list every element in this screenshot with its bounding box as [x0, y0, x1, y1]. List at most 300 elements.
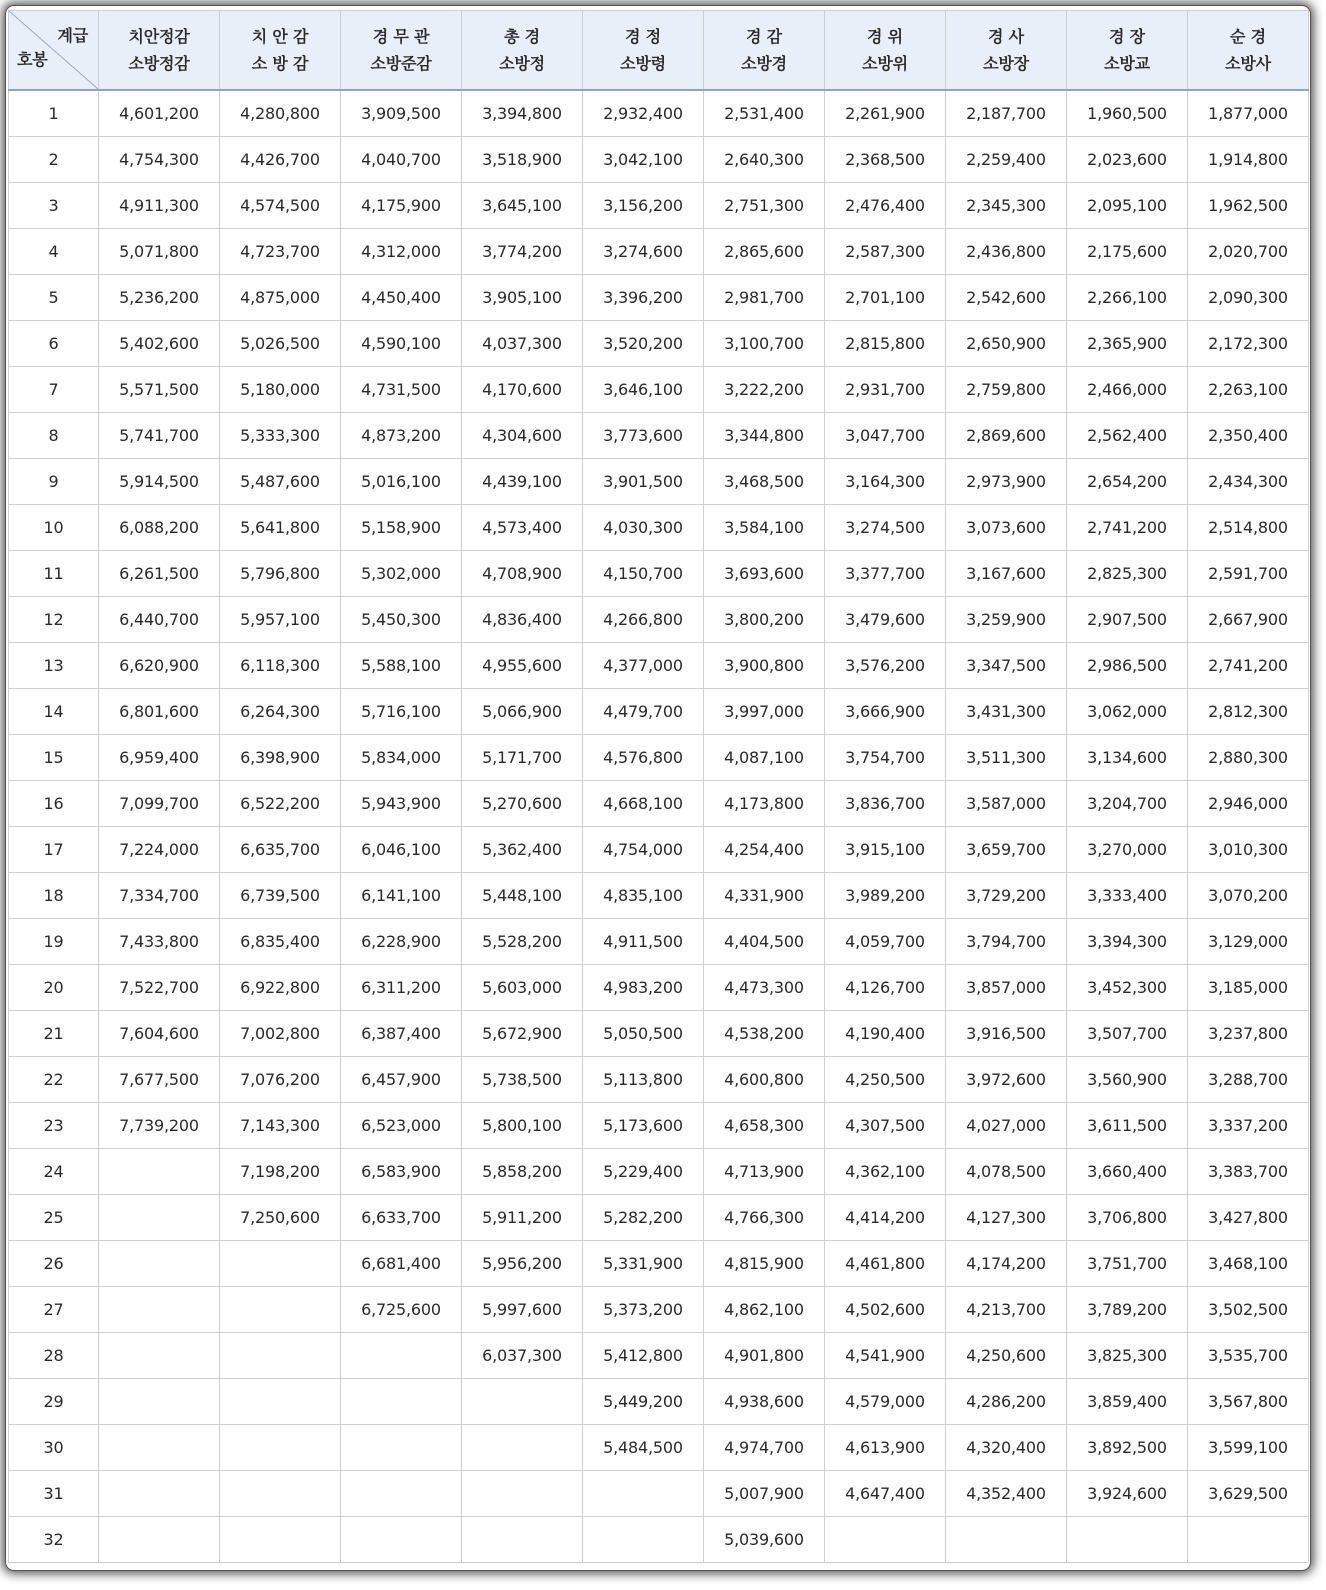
step-number-cell: 24: [9, 1149, 99, 1195]
salary-cell: 6,583,900: [341, 1149, 462, 1195]
empty-cell: [99, 1287, 220, 1333]
salary-cell: 2,263,100: [1188, 367, 1309, 413]
salary-cell: 4,173,800: [704, 781, 825, 827]
salary-cell: 3,270,000: [1067, 827, 1188, 873]
salary-cell: 4,362,100: [825, 1149, 946, 1195]
salary-cell: 5,716,100: [341, 689, 462, 735]
empty-cell: [462, 1471, 583, 1517]
salary-cell: 3,070,200: [1188, 873, 1309, 919]
rank-axis-label: 계급: [57, 26, 88, 45]
salary-cell: 4,601,200: [99, 90, 220, 137]
salary-cell: 4,170,600: [462, 367, 583, 413]
table-row: [9, 1195, 1309, 1241]
salary-cell: 5,007,900: [704, 1471, 825, 1517]
salary-cell: 4,713,900: [704, 1149, 825, 1195]
salary-cell: 3,924,600: [1067, 1471, 1188, 1517]
salary-cell: 4,647,400: [825, 1471, 946, 1517]
salary-cell: 6,387,400: [341, 1011, 462, 1057]
table-row: [9, 413, 1309, 459]
salary-cell: 7,334,700: [99, 873, 220, 919]
salary-cell: 3,288,700: [1188, 1057, 1309, 1103]
salary-cell: 2,476,400: [825, 183, 946, 229]
salary-cell: 6,440,700: [99, 597, 220, 643]
salary-cell: 2,345,300: [946, 183, 1067, 229]
salary-cell: 4,974,700: [704, 1425, 825, 1471]
step-number-cell: 23: [9, 1103, 99, 1149]
salary-cell: 4,254,400: [704, 827, 825, 873]
table-row: [9, 597, 1309, 643]
salary-cell: 5,180,000: [220, 367, 341, 413]
empty-cell: [220, 1379, 341, 1425]
salary-cell: 6,959,400: [99, 735, 220, 781]
salary-cell: 3,129,000: [1188, 919, 1309, 965]
police-rank-label: 경 사: [988, 27, 1024, 46]
salary-cell: 3,427,800: [1188, 1195, 1309, 1241]
salary-cell: 2,812,300: [1188, 689, 1309, 735]
table-row: [9, 459, 1309, 505]
salary-cell: 2,020,700: [1188, 229, 1309, 275]
police-rank-label: 경 무 관: [372, 27, 430, 46]
salary-cell: 3,333,400: [1067, 873, 1188, 919]
table-row: [9, 505, 1309, 551]
rank-column-header: [462, 11, 583, 91]
salary-cell: 3,479,600: [825, 597, 946, 643]
salary-cell: 1,877,000: [1188, 90, 1309, 137]
salary-cell: 3,729,200: [946, 873, 1067, 919]
salary-cell: 5,796,800: [220, 551, 341, 597]
salary-cell: 2,365,900: [1067, 321, 1188, 367]
salary-cell: 3,164,300: [825, 459, 946, 505]
empty-cell: [825, 1517, 946, 1563]
salary-cell: 5,448,100: [462, 873, 583, 919]
table-row: [9, 1011, 1309, 1057]
salary-cell: 6,118,300: [220, 643, 341, 689]
step-number-cell: 3: [9, 183, 99, 229]
salary-cell: 3,659,700: [946, 827, 1067, 873]
fire-rank-label: 소방정감: [128, 54, 190, 73]
step-number-cell: 22: [9, 1057, 99, 1103]
salary-cell: 4,280,800: [220, 90, 341, 137]
salary-cell: 5,050,500: [583, 1011, 704, 1057]
step-number-cell: 2: [9, 137, 99, 183]
salary-cell: 5,484,500: [583, 1425, 704, 1471]
salary-cell: 7,250,600: [220, 1195, 341, 1241]
salary-cell: 3,518,900: [462, 137, 583, 183]
step-number-cell: 19: [9, 919, 99, 965]
salary-cell: 3,599,100: [1188, 1425, 1309, 1471]
salary-cell: 4,911,500: [583, 919, 704, 965]
empty-cell: [341, 1471, 462, 1517]
salary-cell: 2,701,100: [825, 275, 946, 321]
empty-cell: [462, 1379, 583, 1425]
step-number-cell: 25: [9, 1195, 99, 1241]
table-row: [9, 1425, 1309, 1471]
salary-cell: 3,134,600: [1067, 735, 1188, 781]
salary-cell: 5,738,500: [462, 1057, 583, 1103]
salary-cell: 2,907,500: [1067, 597, 1188, 643]
salary-cell: 2,350,400: [1188, 413, 1309, 459]
empty-cell: [220, 1425, 341, 1471]
table-row: [9, 1379, 1309, 1425]
salary-cell: 4,027,000: [946, 1103, 1067, 1149]
salary-cell: 5,331,900: [583, 1241, 704, 1287]
salary-cell: 3,645,100: [462, 183, 583, 229]
salary-cell: 3,915,100: [825, 827, 946, 873]
table-row: [9, 229, 1309, 275]
salary-cell: 5,858,200: [462, 1149, 583, 1195]
empty-cell: [220, 1471, 341, 1517]
salary-cell: 3,560,900: [1067, 1057, 1188, 1103]
step-number-cell: 6: [9, 321, 99, 367]
salary-cell: 3,377,700: [825, 551, 946, 597]
salary-cell: 4,078,500: [946, 1149, 1067, 1195]
salary-cell: 2,095,100: [1067, 183, 1188, 229]
step-number-cell: 20: [9, 965, 99, 1011]
salary-cell: 3,010,300: [1188, 827, 1309, 873]
salary-cell: 5,229,400: [583, 1149, 704, 1195]
salary-cell: 5,066,900: [462, 689, 583, 735]
salary-cell: 4,450,400: [341, 275, 462, 321]
corner-header-cell: [9, 11, 99, 91]
fire-rank-label: 소방령: [620, 54, 666, 73]
salary-cell: 4,901,800: [704, 1333, 825, 1379]
empty-cell: [341, 1425, 462, 1471]
table-row: [9, 183, 1309, 229]
salary-cell: 3,396,200: [583, 275, 704, 321]
salary-cell: 4,174,200: [946, 1241, 1067, 1287]
salary-cell: 4,502,600: [825, 1287, 946, 1333]
salary-cell: 7,002,800: [220, 1011, 341, 1057]
salary-cell: 4,250,500: [825, 1057, 946, 1103]
step-number-cell: 5: [9, 275, 99, 321]
step-number-cell: 29: [9, 1379, 99, 1425]
empty-cell: [341, 1517, 462, 1563]
salary-cell: 3,789,200: [1067, 1287, 1188, 1333]
salary-cell: 3,836,700: [825, 781, 946, 827]
salary-cell: 3,383,700: [1188, 1149, 1309, 1195]
empty-cell: [1067, 1517, 1188, 1563]
salary-cell: 3,576,200: [825, 643, 946, 689]
salary-cell: 2,023,600: [1067, 137, 1188, 183]
salary-cell: 2,751,300: [704, 183, 825, 229]
salary-cell: 6,725,600: [341, 1287, 462, 1333]
table-row: [9, 1471, 1309, 1517]
salary-cell: 5,588,100: [341, 643, 462, 689]
empty-cell: [341, 1333, 462, 1379]
empty-cell: [99, 1241, 220, 1287]
salary-cell: 2,973,900: [946, 459, 1067, 505]
salary-cell: 2,259,400: [946, 137, 1067, 183]
police-rank-label: 순 경: [1230, 27, 1266, 46]
salary-cell: 2,562,400: [1067, 413, 1188, 459]
salary-cell: 2,514,800: [1188, 505, 1309, 551]
salary-table: [8, 10, 1309, 1563]
police-rank-label: 치안정감: [128, 27, 190, 46]
salary-cell: 3,660,400: [1067, 1149, 1188, 1195]
salary-cell: 4,352,400: [946, 1471, 1067, 1517]
table-row: [9, 689, 1309, 735]
empty-cell: [946, 1517, 1067, 1563]
salary-cell: 5,449,200: [583, 1379, 704, 1425]
salary-cell: 7,677,500: [99, 1057, 220, 1103]
table-row: [9, 643, 1309, 689]
table-row: [9, 1517, 1309, 1563]
rank-column-header: [1188, 11, 1309, 91]
salary-cell: 5,173,600: [583, 1103, 704, 1149]
table-row: [9, 965, 1309, 1011]
salary-cell: 3,794,700: [946, 919, 1067, 965]
salary-cell: 6,801,600: [99, 689, 220, 735]
salary-cell: 3,431,300: [946, 689, 1067, 735]
salary-cell: 2,741,200: [1188, 643, 1309, 689]
step-number-cell: 18: [9, 873, 99, 919]
step-number-cell: 8: [9, 413, 99, 459]
salary-cell: 3,773,600: [583, 413, 704, 459]
salary-cell: 3,909,500: [341, 90, 462, 137]
rank-column-header: [341, 11, 462, 91]
step-number-cell: 32: [9, 1517, 99, 1563]
salary-cell: 7,198,200: [220, 1149, 341, 1195]
salary-cell: 7,522,700: [99, 965, 220, 1011]
salary-cell: 3,337,200: [1188, 1103, 1309, 1149]
salary-cell: 2,466,000: [1067, 367, 1188, 413]
salary-cell: 5,113,800: [583, 1057, 704, 1103]
salary-cell: 2,667,900: [1188, 597, 1309, 643]
salary-cell: 5,450,300: [341, 597, 462, 643]
fire-rank-label: 소방장: [983, 54, 1029, 73]
salary-cell: 4,304,600: [462, 413, 583, 459]
salary-cell: 2,865,600: [704, 229, 825, 275]
salary-cell: 3,511,300: [946, 735, 1067, 781]
table-row: [9, 275, 1309, 321]
salary-cell: 2,531,400: [704, 90, 825, 137]
salary-cell: 5,487,600: [220, 459, 341, 505]
salary-cell: 4,723,700: [220, 229, 341, 275]
salary-cell: 4,576,800: [583, 735, 704, 781]
table-row: [9, 1287, 1309, 1333]
salary-cell: 3,693,600: [704, 551, 825, 597]
empty-cell: [583, 1517, 704, 1563]
rank-column-header: [825, 11, 946, 91]
salary-cell: 3,394,300: [1067, 919, 1188, 965]
salary-cell: 5,302,000: [341, 551, 462, 597]
salary-cell: 2,981,700: [704, 275, 825, 321]
table-row: [9, 919, 1309, 965]
salary-cell: 5,016,100: [341, 459, 462, 505]
salary-cell: 4,815,900: [704, 1241, 825, 1287]
salary-cell: 7,224,000: [99, 827, 220, 873]
salary-cell: 2,932,400: [583, 90, 704, 137]
salary-cell: 4,040,700: [341, 137, 462, 183]
step-number-cell: 16: [9, 781, 99, 827]
police-rank-label: 경 위: [867, 27, 903, 46]
salary-cell: 4,059,700: [825, 919, 946, 965]
table-row: [9, 1103, 1309, 1149]
salary-cell: 2,946,000: [1188, 781, 1309, 827]
salary-cell: 5,957,100: [220, 597, 341, 643]
empty-cell: [1188, 1517, 1309, 1563]
salary-cell: 4,658,300: [704, 1103, 825, 1149]
salary-cell: 4,873,200: [341, 413, 462, 459]
salary-cell: 5,914,500: [99, 459, 220, 505]
salary-cell: 2,266,100: [1067, 275, 1188, 321]
salary-cell: 3,646,100: [583, 367, 704, 413]
empty-cell: [220, 1241, 341, 1287]
table-body: [9, 90, 1309, 1563]
salary-cell: 5,158,900: [341, 505, 462, 551]
salary-cell: 2,591,700: [1188, 551, 1309, 597]
salary-cell: 3,047,700: [825, 413, 946, 459]
table-row: [9, 827, 1309, 873]
salary-cell: 4,875,000: [220, 275, 341, 321]
salary-cell: 7,099,700: [99, 781, 220, 827]
salary-cell: 5,236,200: [99, 275, 220, 321]
salary-cell: 4,835,100: [583, 873, 704, 919]
salary-cell: 6,633,700: [341, 1195, 462, 1241]
empty-cell: [99, 1149, 220, 1195]
salary-cell: 5,800,100: [462, 1103, 583, 1149]
table-row: [9, 367, 1309, 413]
salary-cell: 3,468,100: [1188, 1241, 1309, 1287]
salary-cell: 3,062,000: [1067, 689, 1188, 735]
salary-cell: 3,452,300: [1067, 965, 1188, 1011]
step-number-cell: 27: [9, 1287, 99, 1333]
salary-cell: 3,857,000: [946, 965, 1067, 1011]
salary-cell: 3,073,600: [946, 505, 1067, 551]
table-row: [9, 1057, 1309, 1103]
table-row: [9, 1149, 1309, 1195]
salary-cell: 3,584,100: [704, 505, 825, 551]
salary-cell: 3,611,500: [1067, 1103, 1188, 1149]
table-row: [9, 137, 1309, 183]
table-row: [9, 1241, 1309, 1287]
salary-cell: 6,398,900: [220, 735, 341, 781]
salary-cell: 6,228,900: [341, 919, 462, 965]
salary-cell: 4,414,200: [825, 1195, 946, 1241]
salary-cell: 5,282,200: [583, 1195, 704, 1241]
salary-cell: 2,759,800: [946, 367, 1067, 413]
salary-cell: 6,922,800: [220, 965, 341, 1011]
salary-cell: 2,931,700: [825, 367, 946, 413]
salary-cell: 4,600,800: [704, 1057, 825, 1103]
salary-cell: 4,754,000: [583, 827, 704, 873]
salary-cell: 4,955,600: [462, 643, 583, 689]
police-rank-label: 경 감: [746, 27, 782, 46]
step-number-cell: 28: [9, 1333, 99, 1379]
salary-cell: 3,666,900: [825, 689, 946, 735]
empty-cell: [99, 1517, 220, 1563]
step-number-cell: 26: [9, 1241, 99, 1287]
salary-cell: 7,604,600: [99, 1011, 220, 1057]
salary-cell: 6,141,100: [341, 873, 462, 919]
step-number-cell: 4: [9, 229, 99, 275]
salary-cell: 2,434,300: [1188, 459, 1309, 505]
salary-cell: 4,286,200: [946, 1379, 1067, 1425]
step-number-cell: 30: [9, 1425, 99, 1471]
salary-cell: 7,433,800: [99, 919, 220, 965]
step-number-cell: 10: [9, 505, 99, 551]
salary-cell: 2,986,500: [1067, 643, 1188, 689]
salary-cell: 5,943,900: [341, 781, 462, 827]
salary-cell: 2,825,300: [1067, 551, 1188, 597]
salary-cell: 2,175,600: [1067, 229, 1188, 275]
empty-cell: [220, 1333, 341, 1379]
table-panel: [6, 6, 1310, 1570]
salary-cell: 7,076,200: [220, 1057, 341, 1103]
salary-cell: 3,259,900: [946, 597, 1067, 643]
salary-cell: 3,507,700: [1067, 1011, 1188, 1057]
fire-rank-label: 소방경: [741, 54, 787, 73]
salary-cell: 4,404,500: [704, 919, 825, 965]
salary-cell: 4,938,600: [704, 1379, 825, 1425]
step-number-cell: 21: [9, 1011, 99, 1057]
salary-cell: 2,741,200: [1067, 505, 1188, 551]
salary-cell: 3,901,500: [583, 459, 704, 505]
step-number-cell: 7: [9, 367, 99, 413]
salary-cell: 5,373,200: [583, 1287, 704, 1333]
rank-column-header: [583, 11, 704, 91]
salary-cell: 4,479,700: [583, 689, 704, 735]
salary-cell: 4,668,100: [583, 781, 704, 827]
salary-cell: 2,654,200: [1067, 459, 1188, 505]
salary-cell: 3,892,500: [1067, 1425, 1188, 1471]
salary-cell: 7,143,300: [220, 1103, 341, 1149]
salary-cell: 5,834,000: [341, 735, 462, 781]
salary-cell: 4,983,200: [583, 965, 704, 1011]
salary-cell: 3,989,200: [825, 873, 946, 919]
salary-cell: 2,090,300: [1188, 275, 1309, 321]
salary-cell: 6,264,300: [220, 689, 341, 735]
rank-column-header: [99, 11, 220, 91]
salary-cell: 3,042,100: [583, 137, 704, 183]
fire-rank-label: 소 방 감: [251, 54, 309, 73]
salary-cell: 5,039,600: [704, 1517, 825, 1563]
fire-rank-label: 소방준감: [370, 54, 432, 73]
salary-cell: 3,567,800: [1188, 1379, 1309, 1425]
empty-cell: [99, 1195, 220, 1241]
salary-cell: 4,126,700: [825, 965, 946, 1011]
salary-cell: 6,088,200: [99, 505, 220, 551]
salary-cell: 4,331,900: [704, 873, 825, 919]
salary-cell: 4,037,300: [462, 321, 583, 367]
salary-cell: 2,815,800: [825, 321, 946, 367]
salary-cell: 3,754,700: [825, 735, 946, 781]
salary-cell: 3,587,000: [946, 781, 1067, 827]
salary-cell: 4,573,400: [462, 505, 583, 551]
salary-cell: 3,629,500: [1188, 1471, 1309, 1517]
salary-cell: 3,972,600: [946, 1057, 1067, 1103]
salary-cell: 5,026,500: [220, 321, 341, 367]
salary-cell: 5,997,600: [462, 1287, 583, 1333]
salary-cell: 4,461,800: [825, 1241, 946, 1287]
step-number-cell: 9: [9, 459, 99, 505]
salary-cell: 4,250,600: [946, 1333, 1067, 1379]
table-row: [9, 735, 1309, 781]
table-row: [9, 321, 1309, 367]
salary-cell: 3,185,000: [1188, 965, 1309, 1011]
empty-cell: [583, 1471, 704, 1517]
salary-cell: 6,835,400: [220, 919, 341, 965]
salary-cell: 6,523,000: [341, 1103, 462, 1149]
salary-cell: 2,172,300: [1188, 321, 1309, 367]
empty-cell: [220, 1517, 341, 1563]
salary-cell: 4,190,400: [825, 1011, 946, 1057]
table-row: [9, 873, 1309, 919]
salary-cell: 4,087,100: [704, 735, 825, 781]
salary-cell: 4,426,700: [220, 137, 341, 183]
salary-cell: 3,204,700: [1067, 781, 1188, 827]
salary-cell: 3,997,000: [704, 689, 825, 735]
